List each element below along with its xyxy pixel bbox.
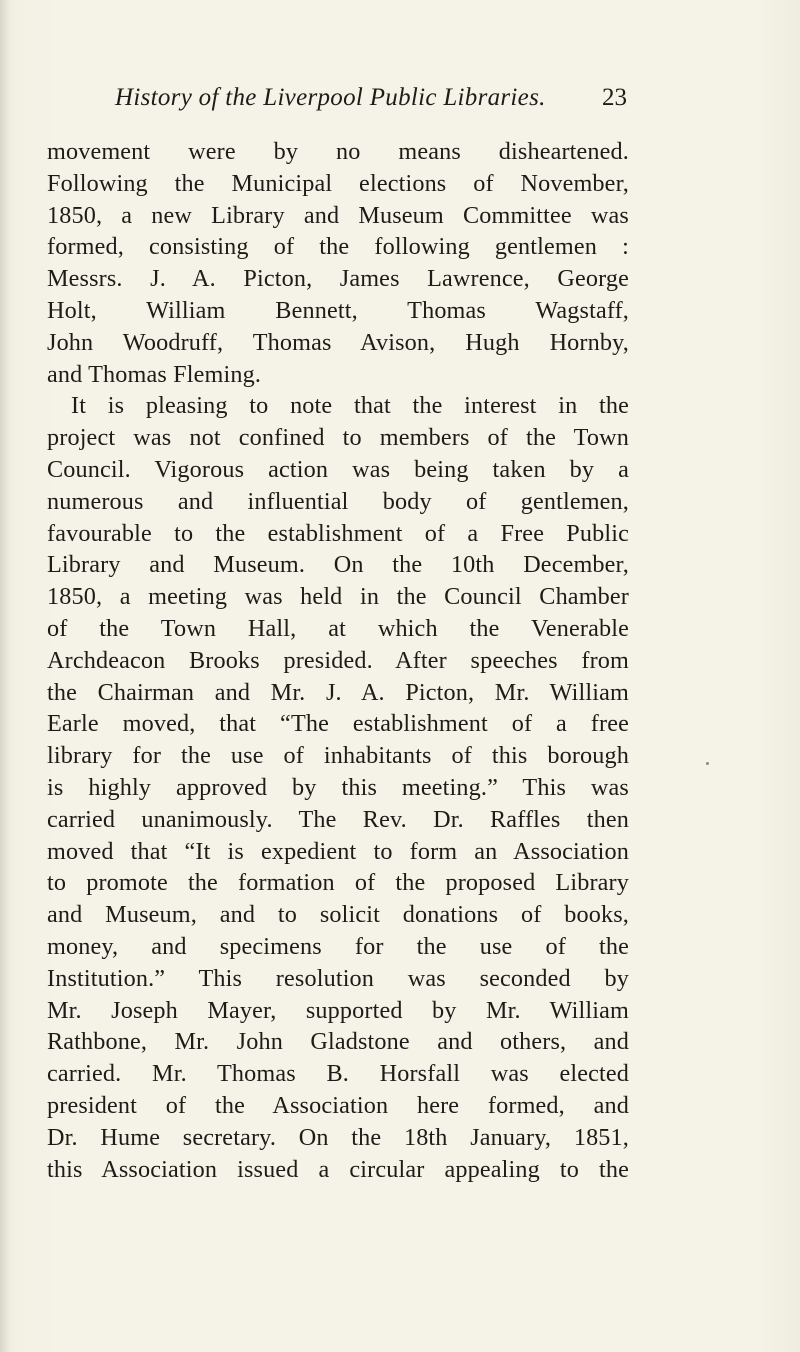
text-line: library for the use of inhabitants of this borough: [47, 742, 629, 770]
text-line: Rathbone, Mr. John Gladstone and others, and: [47, 1028, 629, 1056]
gutter-shadow: [0, 0, 10, 1352]
text-line: movement were by no means disheartened.: [47, 138, 629, 165]
text-line: and Thomas Fleming.: [47, 360, 262, 388]
text-line: numerous and influential body of gentlemen,: [47, 487, 629, 515]
text-line: 1850, a new Library and Museum Committee was: [47, 201, 629, 229]
text-line: president of the Association here formed, and: [47, 1091, 629, 1119]
text-line: Earle moved, that “The establishment of a free: [47, 710, 629, 738]
text-line: Library and Museum. On the 10th December,: [47, 551, 629, 579]
running-title: History of the Liverpool Public Libraries.: [115, 84, 546, 111]
text-line: Dr. Hume secretary. On the 18th January, 1851,: [47, 1123, 629, 1151]
text-line: Council. Vigorous action was being taken by a: [47, 455, 629, 483]
text-line: moved that “It is expedient to form an Association: [47, 837, 629, 865]
text-line: Archdeacon Brooks presided. After speeches from: [47, 646, 629, 674]
text-line: Mr. Joseph Mayer, supported by Mr. William: [47, 996, 629, 1024]
text-line: carried unanimously. The Rev. Dr. Raffles then: [47, 805, 629, 833]
text-line: of the Town Hall, at which the Venerable: [47, 614, 629, 642]
page-number: 23: [602, 84, 627, 111]
text-line: Institution.” This resolution was seconded by: [47, 964, 629, 992]
running-head: [47, 84, 627, 124]
text-line: and Museum, and to solicit donations of books,: [47, 901, 629, 929]
text-line: this Association issued a circular appealing to the: [47, 1155, 629, 1183]
text-line: 1850, a meeting was held in the Council Chamber: [47, 583, 629, 611]
text-line: Following the Municipal elections of November,: [47, 169, 629, 197]
text-line: to promote the formation of the proposed Library: [47, 869, 629, 897]
text-line: formed, consisting of the following gentlemen :: [47, 233, 629, 261]
body-text: [47, 136, 629, 1185]
text-line: carried. Mr. Thomas B. Horsfall was elected: [47, 1060, 629, 1088]
text-line: John Woodruff, Thomas Avison, Hugh Hornby,: [47, 328, 629, 356]
text-line: the Chairman and Mr. J. A. Picton, Mr. William: [47, 678, 629, 706]
text-line: is highly approved by this meeting.” This was: [47, 773, 629, 801]
text-line: favourable to the establishment of a Free Public: [47, 519, 629, 547]
text-line: Messrs. J. A. Picton, James Lawrence, George: [47, 265, 629, 293]
ink-speck: [706, 762, 709, 765]
text-line: money, and specimens for the use of the: [47, 932, 629, 960]
text-line: It is pleasing to note that the interest in the: [71, 392, 629, 420]
text-line: project was not confined to members of the Town: [47, 424, 629, 452]
text-line: Holt, William Bennett, Thomas Wagstaff,: [47, 296, 629, 324]
